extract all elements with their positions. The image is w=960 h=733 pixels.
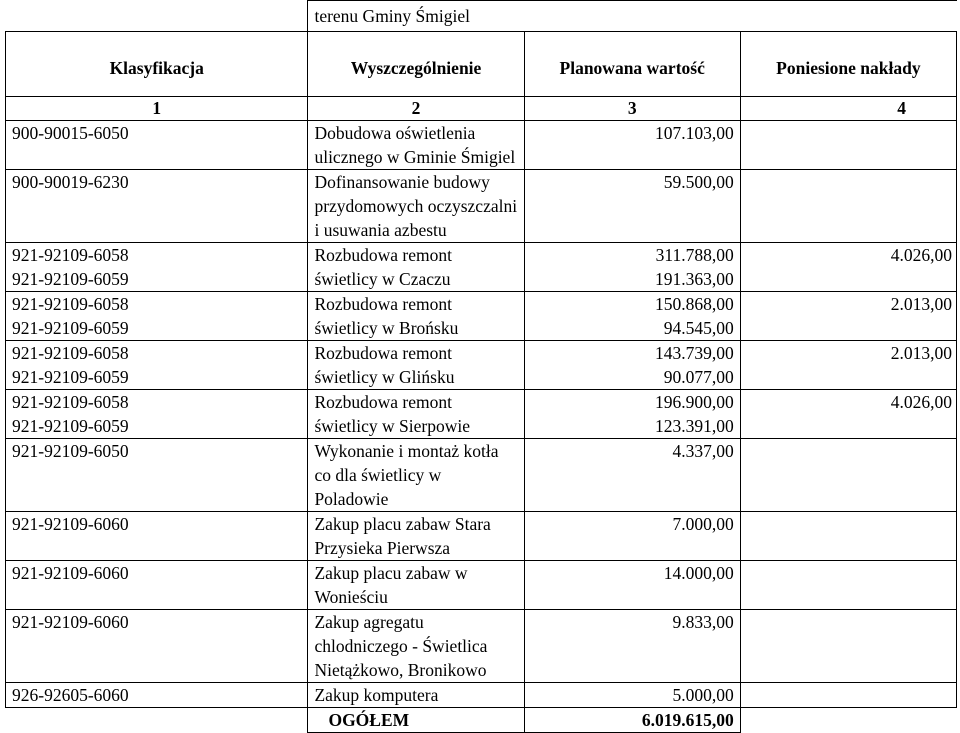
incurred-cost-cell xyxy=(740,683,956,708)
code-cell: 921-92109-6058 921-92109-6059 xyxy=(6,390,308,439)
blank-cell xyxy=(740,708,956,733)
code-cell: 921-92109-6060 xyxy=(6,610,308,683)
blank-cell xyxy=(6,1,308,32)
description-cell: Dofinansowanie budowy przydomowych oczyszczalni i usuwania azbestu xyxy=(308,170,524,243)
incurred-cost-cell xyxy=(740,610,956,683)
blank-cell xyxy=(6,708,308,733)
code-cell: 921-92109-6058 921-92109-6059 xyxy=(6,292,308,341)
planned-value-cell: 143.739,00 90.077,00 xyxy=(524,341,740,390)
code-cell: 926-92605-6060 xyxy=(6,683,308,708)
table-row xyxy=(6,243,957,292)
incurred-cost-cell xyxy=(740,170,956,243)
table-row xyxy=(6,121,957,170)
incurred-cost-cell: 2.013,00 xyxy=(740,292,956,341)
planned-value-cell: 9.833,00 xyxy=(524,610,740,683)
incurred-cost-cell xyxy=(740,512,956,561)
planned-value-cell: 107.103,00 xyxy=(524,121,740,170)
code-cell: 900-90015-6050 xyxy=(6,121,308,170)
investment-table xyxy=(5,0,957,733)
description-cell: Wykonanie i montaż kotła co dla świetlicy w Poladowie xyxy=(308,439,524,512)
column-number: 4 xyxy=(740,97,956,121)
table-row xyxy=(6,610,957,683)
incurred-cost-cell: 4.026,00 xyxy=(740,390,956,439)
planned-value-cell: 150.868,00 94.545,00 xyxy=(524,292,740,341)
table-row xyxy=(6,341,957,390)
header-row xyxy=(6,32,957,97)
description-cell: Zakup komputera xyxy=(308,683,524,708)
planned-value-cell: 4.337,00 xyxy=(524,439,740,512)
column-number: 1 xyxy=(6,97,308,121)
code-cell: 921-92109-6060 xyxy=(6,512,308,561)
planned-value-cell: 196.900,00 123.391,00 xyxy=(524,390,740,439)
table-title: terenu Gminy Śmigiel xyxy=(308,1,957,32)
description-cell: Zakup placu zabaw Stara Przysieka Pierwsza xyxy=(308,512,524,561)
header-wyszczegolnienie: Wyszczególnienie xyxy=(308,32,524,97)
total-label: OGÓŁEM xyxy=(308,708,524,733)
table-title-row xyxy=(6,1,957,32)
header-planowana-wartosc: Planowana wartość xyxy=(524,32,740,97)
description-cell: Rozbudowa remont świetlicy w Brońsku xyxy=(308,292,524,341)
incurred-cost-cell xyxy=(740,561,956,610)
description-cell: Zakup placu zabaw w Wonieściu xyxy=(308,561,524,610)
column-number: 2 xyxy=(308,97,524,121)
total-planned: 6.019.615,00 xyxy=(524,708,740,733)
code-cell: 900-90019-6230 xyxy=(6,170,308,243)
code-cell: 921-92109-6060 xyxy=(6,561,308,610)
code-cell: 921-92109-6050 xyxy=(6,439,308,512)
column-number-row xyxy=(6,97,957,121)
planned-value-cell: 7.000,00 xyxy=(524,512,740,561)
table-row xyxy=(6,390,957,439)
table-row xyxy=(6,170,957,243)
code-cell: 921-92109-6058 921-92109-6059 xyxy=(6,243,308,292)
table-row xyxy=(6,683,957,708)
table-row xyxy=(6,512,957,561)
table-row xyxy=(6,561,957,610)
incurred-cost-cell xyxy=(740,121,956,170)
planned-value-cell: 311.788,00 191.363,00 xyxy=(524,243,740,292)
incurred-cost-cell xyxy=(740,439,956,512)
total-row xyxy=(6,708,957,733)
description-cell: Dobudowa oświetlenia ulicznego w Gminie Śmigiel xyxy=(308,121,524,170)
description-cell: Rozbudowa remont świetlicy w Glińsku xyxy=(308,341,524,390)
table-row xyxy=(6,292,957,341)
planned-value-cell: 59.500,00 xyxy=(524,170,740,243)
column-number: 3 xyxy=(524,97,740,121)
description-cell: Rozbudowa remont świetlicy w Sierpowie xyxy=(308,390,524,439)
incurred-cost-cell: 4.026,00 xyxy=(740,243,956,292)
header-klasyfikacja: Klasyfikacja xyxy=(6,32,308,97)
table-row xyxy=(6,439,957,512)
incurred-cost-cell: 2.013,00 xyxy=(740,341,956,390)
header-poniesione-naklady: Poniesione nakłady xyxy=(740,32,956,97)
code-cell: 921-92109-6058 921-92109-6059 xyxy=(6,341,308,390)
planned-value-cell: 14.000,00 xyxy=(524,561,740,610)
description-cell: Zakup agregatu chlodniczego - Świetlica Nietążkowo, Bronikowo xyxy=(308,610,524,683)
description-cell: Rozbudowa remont świetlicy w Czaczu xyxy=(308,243,524,292)
planned-value-cell: 5.000,00 xyxy=(524,683,740,708)
